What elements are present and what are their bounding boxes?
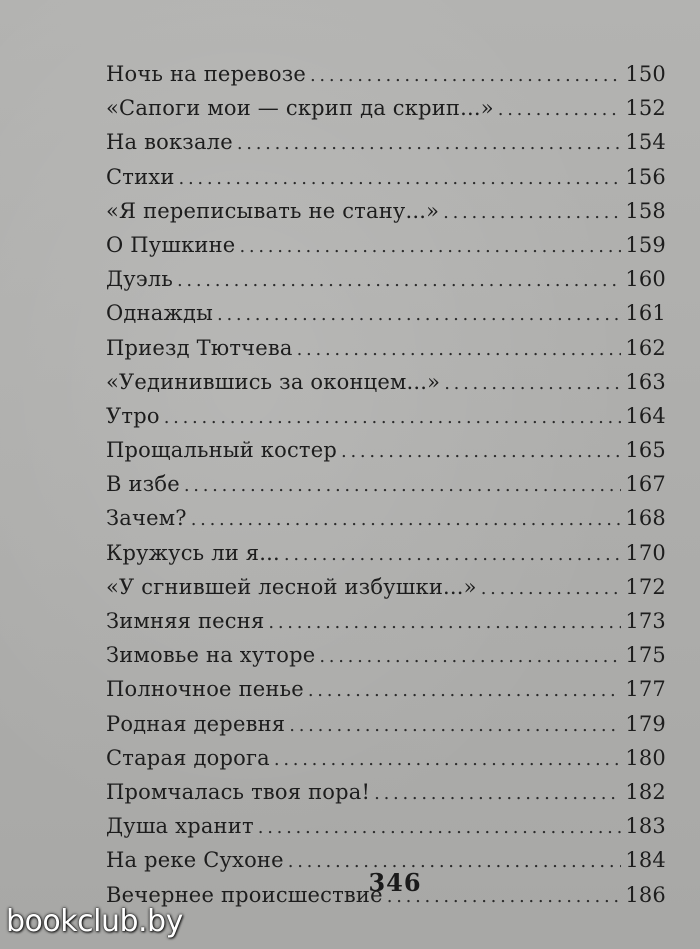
toc-entry-title: «У сгнившей лесной избушки...» [106,574,477,599]
toc-entry-page: 165 [625,438,666,463]
toc-leader-dots [274,749,621,770]
toc-entry-page: 163 [625,369,666,394]
toc-entry [106,677,666,711]
toc-entry-page: 186 [625,882,666,907]
toc-entry-page: 175 [625,643,666,668]
toc-entry [106,267,666,301]
toc-entry-page: 184 [625,848,666,873]
toc-entry [106,62,666,96]
toc-entry-title: Дуэль [106,267,173,292]
toc-entry-page: 180 [625,745,666,770]
toc-leader-dots [164,407,622,428]
toc-entry-title: «Уединившись за оконцем...» [106,369,441,394]
toc-entry-title: Кружусь ли я... [106,540,280,565]
toc-entry-page: 152 [625,96,666,121]
toc-entry-title: Зимняя песня [106,609,265,633]
toc-entry [106,336,666,370]
toc-entry-title: Старая дорога [106,745,270,770]
watermark-logo: bookclub.by [6,904,183,939]
toc-leader-dots [237,133,621,154]
toc-entry-title: В избе [106,472,180,497]
toc-entry-page: 177 [625,677,666,702]
toc-entry [106,506,666,540]
toc-entry-title: «Сапоги мои — скрип да скрип...» [106,96,494,121]
toc-entry [106,130,666,164]
toc-leader-dots [239,236,621,257]
toc-leader-dots [258,817,622,838]
toc-entry [106,199,666,233]
toc-entry-title: На вокзале [106,130,233,155]
toc-entry-page: 170 [625,540,666,565]
toc-entry [106,165,666,199]
toc-entry-page: 158 [625,198,666,223]
toc-leader-dots [297,339,622,360]
toc-leader-dots [268,612,621,633]
toc-entry [106,404,666,438]
table-of-contents [106,62,666,917]
toc-entry-title: Душа хранит [106,814,254,839]
toc-entry [106,609,666,643]
toc-entry-title: Прощальный костер [106,438,338,463]
toc-entry-page: 183 [625,814,666,839]
toc-leader-dots [481,578,622,599]
toc-leader-dots [284,544,621,565]
toc-leader-dots [289,715,621,736]
toc-entry [106,233,666,267]
toc-entry-page: 172 [625,574,666,599]
toc-leader-dots [319,646,621,667]
toc-entry-title: Утро [106,403,160,428]
toc-entry [106,96,666,130]
toc-entry [106,643,666,677]
toc-leader-dots [184,475,621,496]
toc-leader-dots [443,202,621,223]
toc-entry [106,438,666,472]
toc-entry-title: Стихи [106,164,175,189]
toc-entry [106,575,666,609]
toc-entry-title: О Пушкине [106,232,236,257]
toc-leader-dots [341,441,621,462]
toc-entry [106,712,666,746]
toc-entry [106,472,666,506]
toc-entry-page: 168 [625,506,666,531]
toc-entry-page: 173 [625,609,666,633]
toc-leader-dots [177,270,621,291]
toc-leader-dots [179,168,622,189]
toc-entry-page: 154 [625,130,666,155]
page-number: 346 [368,868,422,897]
toc-entry-title: «Я переписывать не стану...» [106,198,440,223]
toc-entry-page: 162 [625,335,666,360]
toc-leader-dots [310,65,621,86]
toc-entry-page: 179 [625,711,666,736]
toc-entry-page: 167 [625,472,666,497]
toc-entry [106,746,666,780]
toc-entry-page: 159 [625,232,666,257]
toc-entry-title: Промчалась твоя пора! [106,779,371,804]
toc-entry-title: Зимовье на хуторе [106,643,316,668]
toc-entry-page: 150 [625,62,666,86]
toc-entry [106,814,666,848]
toc-entry-title: Родная деревня [106,711,286,736]
toc-leader-dots [217,304,621,325]
toc-entry-page: 156 [625,164,666,189]
toc-entry-title: На реке Сухоне [106,848,284,873]
toc-leader-dots [374,783,621,804]
toc-entry-title: Вечернее происшествие [106,882,383,907]
toc-entry [106,780,666,814]
toc-leader-dots [191,509,622,530]
toc-leader-dots [498,99,622,120]
toc-entry-title: Приезд Тютчева [106,335,293,360]
toc-entry [106,541,666,575]
toc-entry-page: 161 [625,301,666,326]
toc-entry-title: Зачем? [106,506,187,531]
toc-entry-page: 164 [625,403,666,428]
toc-entry-page: 182 [625,779,666,804]
toc-entry-title: Ночь на перевозе [106,62,306,86]
toc-entry [106,370,666,404]
toc-leader-dots [444,373,621,394]
toc-entry-title: Однажды [106,301,214,326]
toc-entry [106,301,666,335]
toc-entry-page: 160 [625,267,666,292]
toc-entry-title: Полночное пенье [106,677,304,702]
toc-leader-dots [308,680,621,701]
